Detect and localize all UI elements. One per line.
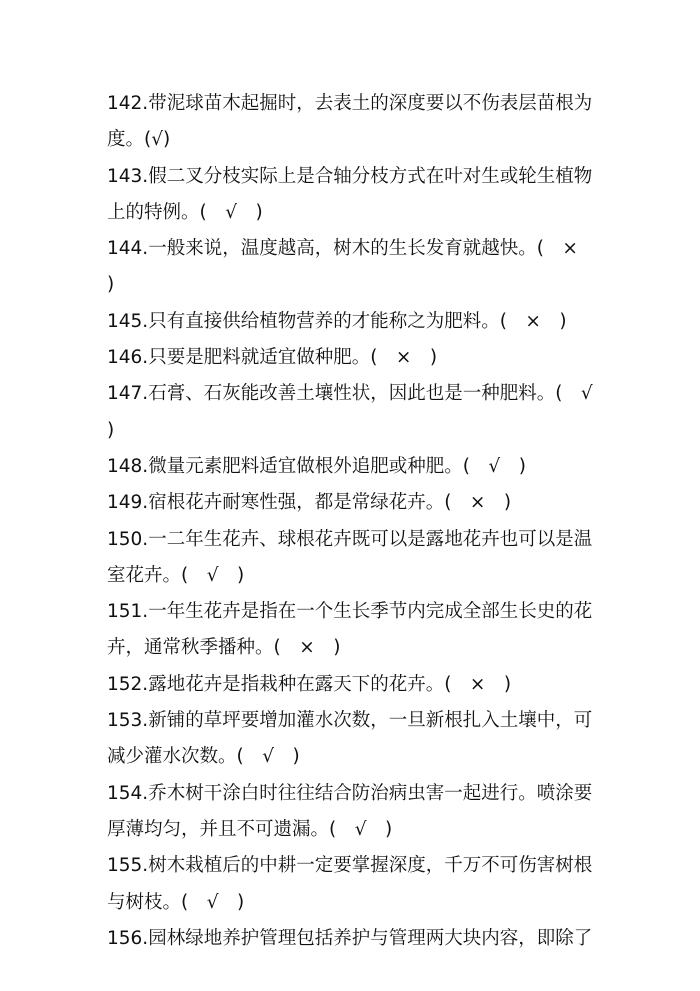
question-148: 148.微量元素肥料适宜做根外追肥或种肥。( √ ) <box>107 455 526 477</box>
question-146: 146.只要是肥料就适宜做种肥。( × ) <box>107 347 438 369</box>
question-154: 154.乔木树干涂白时往往结合防治病虫害一起进行。喷涂要厚薄均匀，并且不可遗漏。( √ ) <box>107 782 593 840</box>
question-145: 145.只有直接供给植物营养的才能称之为肥料。( × ) <box>107 310 567 332</box>
question-150: 150.一二年生花卉、球根花卉既可以是露地花卉也可以是温室花卉。( √ ) <box>107 528 593 586</box>
question-153: 153.新铺的草坪要增加灌水次数，一旦新根扎入土壤中，可减少灌水次数。( √ ) <box>107 710 593 768</box>
question-list <box>107 86 612 957</box>
question-144: 144.一般来说，温度越高，树木的生长发育就越快。( × ) <box>107 238 597 296</box>
question-149: 149.宿根花卉耐寒性强，都是常绿花卉。( × ) <box>107 492 512 514</box>
question-152: 152.露地花卉是指栽种在露天下的花卉。( × ) <box>107 673 512 695</box>
question-151: 151.一年生花卉是指在一个生长季节内完成全部生长史的花卉，通常秋季播种。( × ) <box>107 601 593 659</box>
question-156: 156.园林绿地养护管理包括养护与管理两大块内容，即除了 <box>107 927 593 949</box>
question-155: 155.树木栽植后的中耕一定要掌握深度，千万不可伤害树根与树枝。( √ ) <box>107 855 593 913</box>
question-147: 147.石膏、石灰能改善土壤性状，因此也是一种肥料。( √ ) <box>107 383 612 441</box>
question-142: 142.带泥球苗木起掘时，去表土的深度要以不伤表层苗根为度。(√) <box>107 93 593 151</box>
question-143: 143.假二叉分枝实际上是合轴分枝方式在叶对生或轮生植物上的特例。( √ ) <box>107 165 593 223</box>
